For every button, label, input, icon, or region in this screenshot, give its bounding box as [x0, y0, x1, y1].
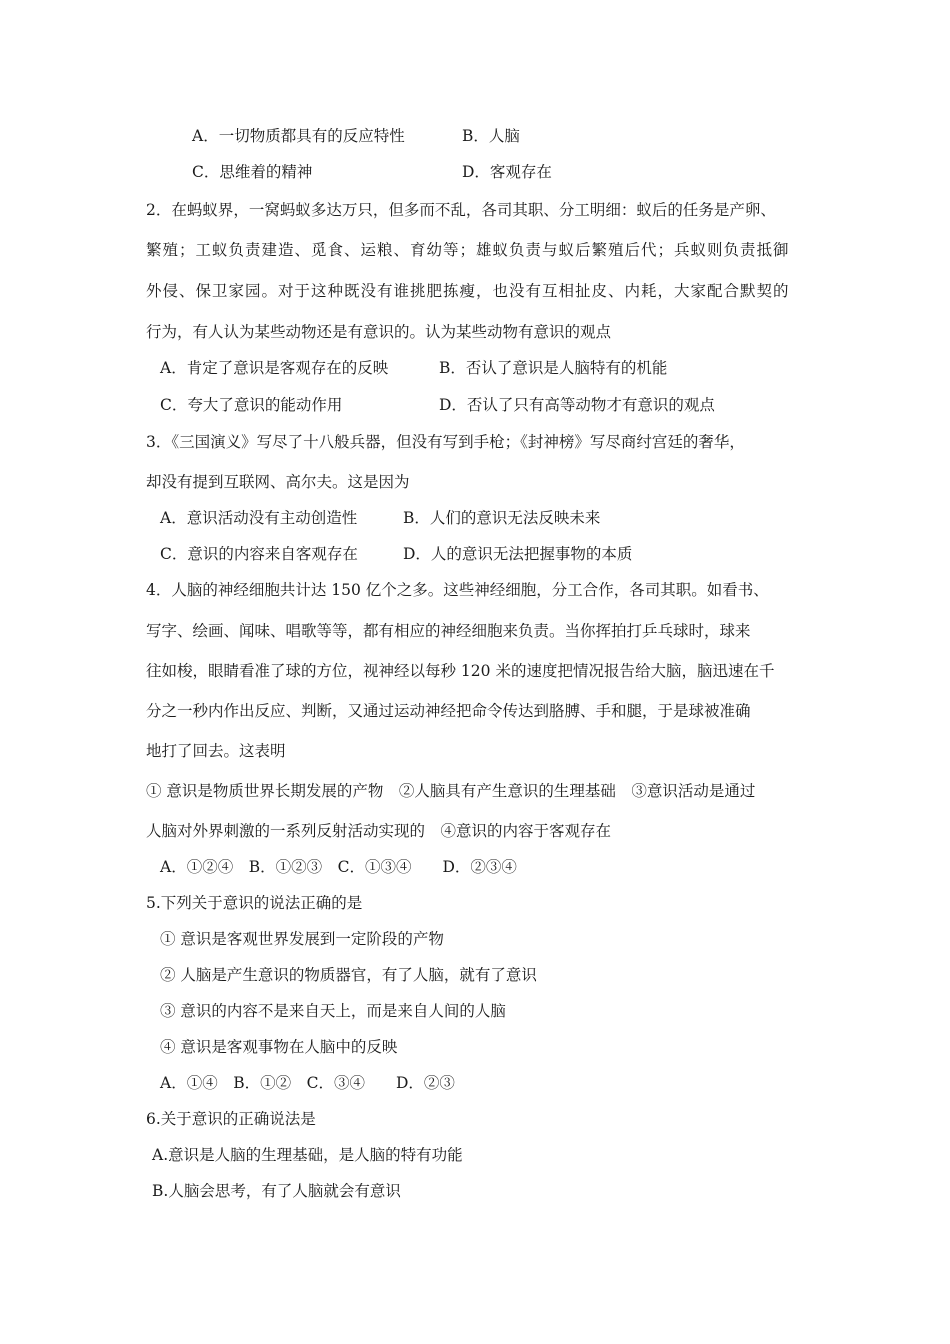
q3-stem-line-2: 却没有提到互联网、高尔夫。这是因为	[146, 473, 410, 491]
q2-stem-line-1: 2．在蚂蚁界，一窝蚂蚁多达万只，但多而不乱，各司其职、分工明细：蚁后的任务是产卵、	[146, 201, 776, 219]
q2-option-c: C．夸大了意识的能动作用	[160, 396, 343, 414]
q2-option-b: B．否认了意识是人脑特有的机能	[439, 359, 668, 377]
q6-option-a: A.意识是人脑的生理基础，是人脑的特有功能	[152, 1146, 463, 1164]
q1-option-a: A．一切物质都具有的反应特性	[192, 127, 405, 145]
q4-stem-line-2: 写字、绘画、闻味、唱歌等等，都有相应的神经细胞来负责。当你挥拍打乒乓球时，球来	[146, 622, 751, 640]
q5-statement-3: ③ 意识的内容不是来自天上，而是来自人间的人脑	[160, 1002, 506, 1020]
q5-stem: 5.下列关于意识的说法正确的是	[146, 894, 363, 912]
q3-option-d: D．人的意识无法把握事物的本质	[403, 545, 633, 563]
q5-statement-4: ④ 意识是客观事物在人脑中的反映	[160, 1038, 398, 1056]
q6-stem: 6.关于意识的正确说法是	[146, 1110, 316, 1128]
q2-stem-line-4: 行为，有人认为某些动物还是有意识的。认为某些动物有意识的观点	[146, 323, 612, 341]
q4-options: A．①②④ B．①②③ C．①③④ D．②③④	[160, 858, 517, 876]
q4-stem-line-4: 分之一秒内作出反应、判断，又通过运动神经把命令传达到胳膊、手和腿，于是球被准确	[146, 702, 751, 720]
q4-stem-line-1: 4．人脑的神经细胞共计达 150 亿个之多。这些神经细胞，分工合作，各司其职。如看书、	[146, 581, 769, 599]
q3-option-c: C．意识的内容来自客观存在	[160, 545, 358, 563]
q3-stem-line-1: 3．《三国演义》写尽了十八般兵器，但没有写到手枪；《封神榜》写尽商纣宫廷的奢华，	[146, 433, 745, 451]
q4-statements-line-2: 人脑对外界刺激的一系列反射活动实现的 ④意识的内容于客观存在	[146, 822, 612, 840]
q1-option-b: B．人脑	[462, 127, 520, 145]
q6-option-b: B.人脑会思考，有了人脑就会有意识	[152, 1182, 401, 1200]
q5-statement-2: ② 人脑是产生意识的物质器官，有了人脑，就有了意识	[160, 966, 537, 984]
q5-options: A．①④ B．①② C．③④ D．②③	[160, 1074, 455, 1092]
q5-statement-1: ① 意识是客观世界发展到一定阶段的产物	[160, 930, 444, 948]
q3-option-b: B．人们的意识无法反映未来	[403, 509, 601, 527]
q3-option-a: A．意识活动没有主动创造性	[160, 509, 358, 527]
q4-stem-line-3: 往如梭，眼睛看准了球的方位，视神经以每秒 120 米的速度把情况报告给大脑，脑迅速在千	[146, 662, 775, 680]
q4-stem-line-5: 地打了回去。这表明	[146, 742, 286, 760]
q4-statements-line-1: ① 意识是物质世界长期发展的产物 ②人脑具有产生意识的生理基础 ③意识活动是通过	[146, 782, 756, 800]
q2-option-d: D．否认了只有高等动物才有意识的观点	[439, 396, 715, 414]
q2-option-a: A．肯定了意识是客观存在的反映	[160, 359, 389, 377]
q1-option-c: C．思维着的精神	[192, 163, 313, 181]
q2-stem-line-3: 外侵、保卫家园。对于这种既没有谁挑肥拣瘦，也没有互相扯皮、内耗，大家配合默契的	[146, 282, 790, 300]
q2-stem-line-2: 繁殖；工蚁负责建造、觅食、运粮、育幼等；雄蚁负责与蚁后繁殖后代；兵蚁则负责抵御	[146, 241, 790, 259]
q1-option-d: D．客观存在	[462, 163, 552, 181]
